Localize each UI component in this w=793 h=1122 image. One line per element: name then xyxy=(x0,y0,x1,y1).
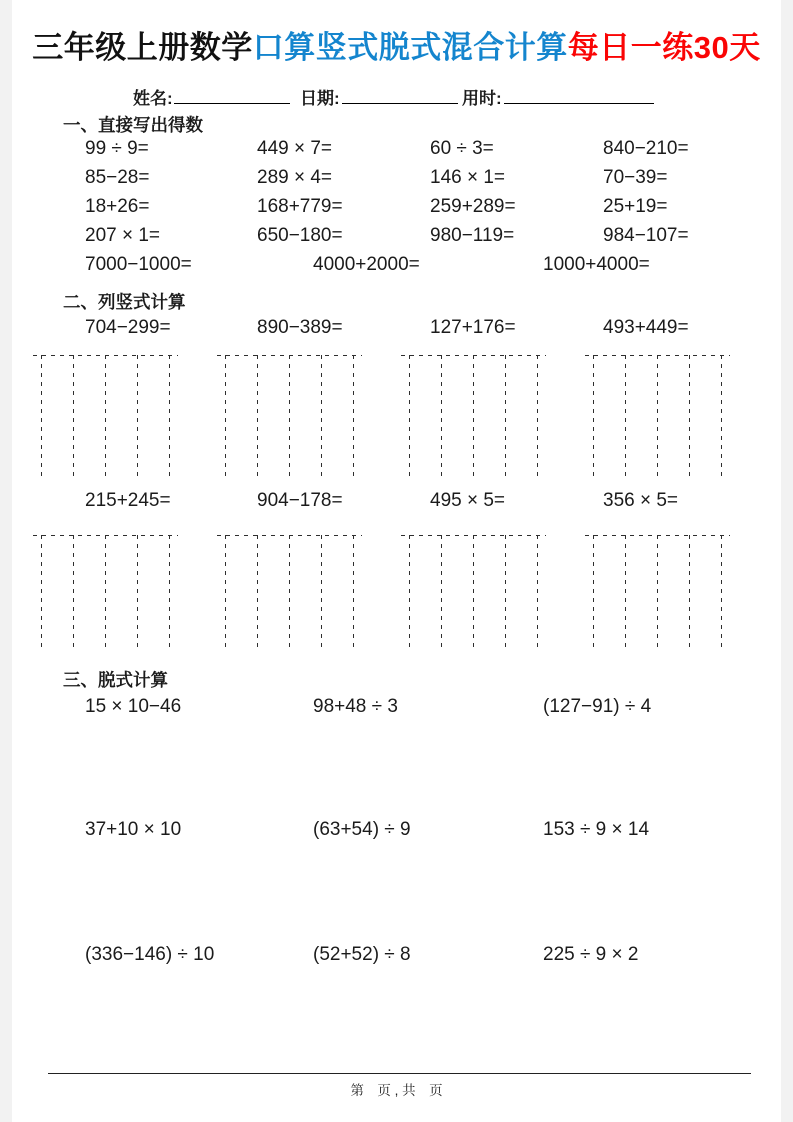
problem: 98+48 ÷ 3 xyxy=(313,696,398,717)
vertical-calc-grid[interactable] xyxy=(585,355,730,478)
problem: 60 ÷ 3= xyxy=(430,138,494,159)
problem: 99 ÷ 9= xyxy=(85,138,149,159)
problem: 153 ÷ 9 × 14 xyxy=(543,819,650,840)
section2-heading: 二、列竖式计算 xyxy=(63,292,186,312)
section3-row-3 xyxy=(0,944,793,968)
problem: 70−39= xyxy=(603,167,668,188)
vertical-calc-grid[interactable] xyxy=(217,535,362,652)
section1-heading: 一、直接写出得数 xyxy=(63,115,203,135)
problem: (127−91) ÷ 4 xyxy=(543,696,652,717)
problem: 493+449= xyxy=(603,317,689,338)
problem: 127+176= xyxy=(430,317,516,338)
problem: 207 × 1= xyxy=(85,225,161,246)
answer-grid-row-2 xyxy=(0,535,793,652)
problem: 259+289= xyxy=(430,196,516,217)
footer-divider xyxy=(48,1073,751,1074)
section1-row-3 xyxy=(0,196,793,220)
problem: 840−210= xyxy=(603,138,689,159)
vertical-calc-grid[interactable] xyxy=(585,535,730,652)
problem: 449 × 7= xyxy=(257,138,333,159)
problem: 495 × 5= xyxy=(430,490,506,511)
problem: 984−107= xyxy=(603,225,689,246)
problem: 25+19= xyxy=(603,196,668,217)
date-label: 日期: xyxy=(300,89,340,108)
problem: 18+26= xyxy=(85,196,150,217)
problem: 37+10 × 10 xyxy=(85,819,182,840)
section3-heading: 三、脱式计算 xyxy=(63,670,168,690)
problem: 146 × 1= xyxy=(430,167,506,188)
problem: 356 × 5= xyxy=(603,490,679,511)
problem: 980−119= xyxy=(430,225,515,246)
time-label: 用时: xyxy=(462,89,502,108)
section3-row-2 xyxy=(0,819,793,843)
vertical-calc-grid[interactable] xyxy=(401,355,546,478)
problem: 1000+4000= xyxy=(543,254,650,275)
name-label: 姓名: xyxy=(133,89,173,108)
problem: 904−178= xyxy=(257,490,343,511)
vertical-calc-grid[interactable] xyxy=(33,535,178,652)
page-title xyxy=(0,22,793,67)
section1-row-2 xyxy=(0,167,793,191)
time-blank[interactable] xyxy=(504,86,654,104)
section1-row-5 xyxy=(0,254,793,278)
title-series-part: 每日一练30天 xyxy=(567,30,761,65)
info-row xyxy=(0,84,793,110)
problem: 215+245= xyxy=(85,490,171,511)
answer-grid-row-1 xyxy=(0,355,793,478)
section1-row-4 xyxy=(0,225,793,249)
problem: 704−299= xyxy=(85,317,171,338)
section2-problems-1 xyxy=(0,317,793,341)
problem: 4000+2000= xyxy=(313,254,420,275)
problem: 650−180= xyxy=(257,225,343,246)
title-grade-part: 三年级上册数学 xyxy=(32,30,253,65)
problem: 7000−1000= xyxy=(85,254,192,275)
section3-row-1 xyxy=(0,696,793,720)
problem: 15 × 10−46 xyxy=(85,696,182,717)
name-blank[interactable] xyxy=(174,86,290,104)
title-topic-part: 口算竖式脱式混合计算 xyxy=(252,30,568,65)
section1-row-1 xyxy=(0,138,793,162)
problem: (63+54) ÷ 9 xyxy=(313,819,411,840)
problem: 289 × 4= xyxy=(257,167,333,188)
vertical-calc-grid[interactable] xyxy=(217,355,362,478)
problem: 890−389= xyxy=(257,317,343,338)
page-number-text: 第 页 , 共 页 xyxy=(350,1083,443,1098)
vertical-calc-grid[interactable] xyxy=(33,355,178,478)
problem: (52+52) ÷ 8 xyxy=(313,944,411,965)
section2-problems-2 xyxy=(0,490,793,514)
problem: (336−146) ÷ 10 xyxy=(85,944,215,965)
vertical-calc-grid[interactable] xyxy=(401,535,546,652)
problem: 225 ÷ 9 × 2 xyxy=(543,944,639,965)
problem: 85−28= xyxy=(85,167,150,188)
date-blank[interactable] xyxy=(342,86,458,104)
problem: 168+779= xyxy=(257,196,343,217)
